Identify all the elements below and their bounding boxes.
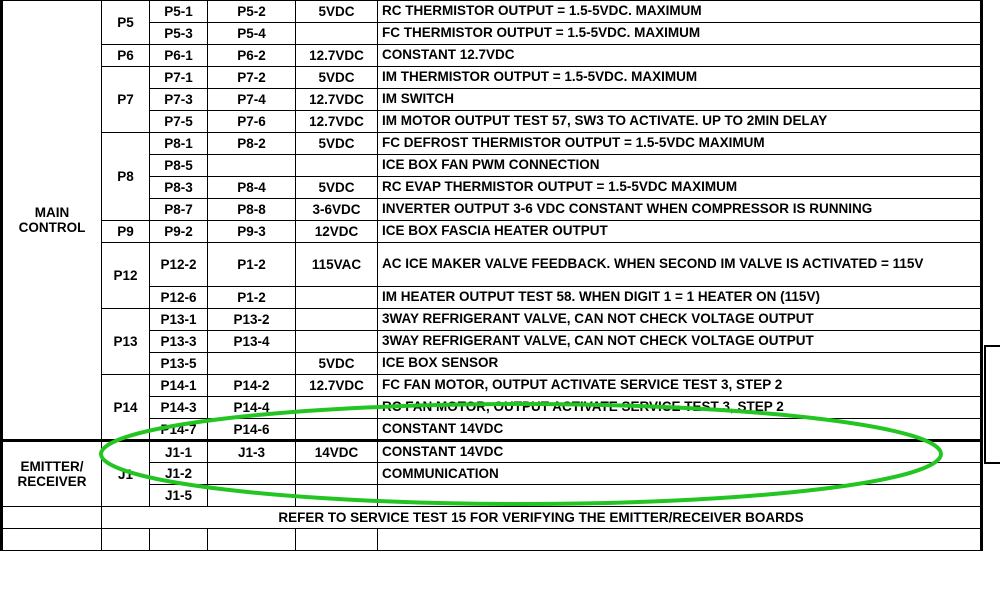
- description: INVERTER OUTPUT 3-6 VDC CONSTANT WHEN COMPRESSOR IS RUNNING: [378, 199, 982, 221]
- pin-a: P8-7: [150, 199, 208, 221]
- pin-a: P12-2: [150, 243, 208, 287]
- description: RC EVAP THERMISTOR OUTPUT = 1.5-5VDC MAXIMUM: [378, 177, 982, 199]
- table-row-footer: [2, 507, 982, 529]
- description: IM MOTOR OUTPUT TEST 57, SW3 TO ACTIVATE. UP TO 2MIN DELAY: [378, 111, 982, 133]
- connector-group: P14: [102, 375, 150, 441]
- description: CONSTANT 12.7VDC: [378, 45, 982, 67]
- voltage: 12.7VDC: [296, 111, 378, 133]
- pin-b: P1-2: [208, 243, 296, 287]
- pin-a: P7-3: [150, 89, 208, 111]
- voltage: [296, 331, 378, 353]
- voltage: [296, 397, 378, 419]
- table-row: [2, 309, 982, 331]
- pin-b: J1-3: [208, 441, 296, 463]
- table-row-partial: [2, 529, 982, 551]
- table-row: [2, 375, 982, 397]
- pin-b: P8-8: [208, 199, 296, 221]
- pin-b: P6-2: [208, 45, 296, 67]
- description: 3WAY REFRIGERANT VALVE, CAN NOT CHECK VOLTAGE OUTPUT: [378, 309, 982, 331]
- description: COMMUNICATION: [378, 463, 982, 485]
- partial-cell: [296, 529, 378, 551]
- pin-a: P8-5: [150, 155, 208, 177]
- table-row: [2, 441, 982, 463]
- table-row: [2, 133, 982, 155]
- pin-a: P5-3: [150, 23, 208, 45]
- pin-a: P7-1: [150, 67, 208, 89]
- description: IM HEATER OUTPUT TEST 58. WHEN DIGIT 1 = 1 HEATER ON (115V): [378, 287, 982, 309]
- voltage: 12.7VDC: [296, 375, 378, 397]
- pin-b: P13-2: [208, 309, 296, 331]
- description: ICE BOX SENSOR: [378, 353, 982, 375]
- connector-group: P8: [102, 133, 150, 221]
- connector-group: P7: [102, 67, 150, 133]
- pin-a: P9-2: [150, 221, 208, 243]
- connector-group: J1: [102, 441, 150, 507]
- pin-b: [208, 485, 296, 507]
- pin-b: P8-4: [208, 177, 296, 199]
- section-label-line1: MAIN: [34, 204, 70, 220]
- description: IM THERMISTOR OUTPUT = 1.5-5VDC. MAXIMUM: [378, 67, 982, 89]
- voltage: 5VDC: [296, 67, 378, 89]
- voltage: 3-6VDC: [296, 199, 378, 221]
- connector-group: P12: [102, 243, 150, 309]
- description: FC DEFROST THERMISTOR OUTPUT = 1.5-5VDC MAXIMUM: [378, 133, 982, 155]
- section-label-line2: RECEIVER: [17, 474, 87, 490]
- description: RC THERMISTOR OUTPUT = 1.5-5VDC. MAXIMUM: [378, 1, 982, 23]
- pin-a: P8-1: [150, 133, 208, 155]
- pin-a: J1-1: [150, 441, 208, 463]
- partial-cell: [2, 529, 102, 551]
- voltage: [296, 23, 378, 45]
- pin-b: P1-2: [208, 287, 296, 309]
- partial-cell: [208, 529, 296, 551]
- table-row: [2, 67, 982, 89]
- description: IM SWITCH: [378, 89, 982, 111]
- pin-b: P14-4: [208, 397, 296, 419]
- pin-b: P13-4: [208, 331, 296, 353]
- pin-b: P14-6: [208, 419, 296, 441]
- pin-a: P13-1: [150, 309, 208, 331]
- footer-note: REFER TO SERVICE TEST 15 FOR VERIFYING THE EMITTER/RECEIVER BOARDS: [102, 507, 982, 529]
- voltage: [296, 155, 378, 177]
- pin-b: P7-4: [208, 89, 296, 111]
- voltage: 115VAC: [296, 243, 378, 287]
- voltage: [296, 463, 378, 485]
- voltage: 14VDC: [296, 441, 378, 463]
- pin-b: [208, 353, 296, 375]
- voltage: 5VDC: [296, 133, 378, 155]
- pin-b: P7-6: [208, 111, 296, 133]
- pin-a: P14-3: [150, 397, 208, 419]
- voltage: 5VDC: [296, 353, 378, 375]
- side-margin-box: [984, 345, 1000, 464]
- pin-a: P13-3: [150, 331, 208, 353]
- partial-cell: [150, 529, 208, 551]
- pin-b: P5-2: [208, 1, 296, 23]
- voltage: 12.7VDC: [296, 89, 378, 111]
- pin-a: P5-1: [150, 1, 208, 23]
- pin-a: P12-6: [150, 287, 208, 309]
- description: CONSTANT 14VDC: [378, 419, 982, 441]
- description: AC ICE MAKER VALVE FEEDBACK. WHEN SECOND IM VALVE IS ACTIVATED = 115V: [378, 243, 982, 287]
- pin-a: P14-1: [150, 375, 208, 397]
- voltage: [296, 419, 378, 441]
- voltage: [296, 485, 378, 507]
- table-row: [2, 221, 982, 243]
- table-row: [2, 1, 982, 23]
- description: [378, 485, 982, 507]
- section-label-line1: EMITTER/: [20, 458, 84, 474]
- section-label-line2: CONTROL: [18, 220, 86, 236]
- description: FC FAN MOTOR, OUTPUT ACTIVATE SERVICE TEST 3, STEP 2: [378, 375, 982, 397]
- voltage: [296, 287, 378, 309]
- pin-b: P7-2: [208, 67, 296, 89]
- voltage: [296, 309, 378, 331]
- footer-spacer: [2, 507, 102, 529]
- voltage: 5VDC: [296, 177, 378, 199]
- pin-a: P13-5: [150, 353, 208, 375]
- connector-group: P6: [102, 45, 150, 67]
- description: 3WAY REFRIGERANT VALVE, CAN NOT CHECK VOLTAGE OUTPUT: [378, 331, 982, 353]
- pin-b: P8-2: [208, 133, 296, 155]
- voltage: 12.7VDC: [296, 45, 378, 67]
- pin-b: [208, 155, 296, 177]
- description: FC THERMISTOR OUTPUT = 1.5-5VDC. MAXIMUM: [378, 23, 982, 45]
- description: ICE BOX FASCIA HEATER OUTPUT: [378, 221, 982, 243]
- pin-a: P8-3: [150, 177, 208, 199]
- pin-b: P14-2: [208, 375, 296, 397]
- description: RC FAN MOTOR, OUTPUT ACTIVATE SERVICE TEST 3, STEP 2: [378, 397, 982, 419]
- pin-b: [208, 463, 296, 485]
- connector-group: P13: [102, 309, 150, 375]
- pin-a: P6-1: [150, 45, 208, 67]
- connector-group: P5: [102, 1, 150, 45]
- description: CONSTANT 14VDC: [378, 441, 982, 463]
- section-label-main-control: [2, 1, 102, 441]
- pin-b: P5-4: [208, 23, 296, 45]
- voltage: 5VDC: [296, 1, 378, 23]
- pin-a: J1-5: [150, 485, 208, 507]
- pin-b: P9-3: [208, 221, 296, 243]
- pin-a: P14-7: [150, 419, 208, 441]
- section-label-emitter-receiver: [2, 441, 102, 507]
- pin-a: P7-5: [150, 111, 208, 133]
- voltage: 12VDC: [296, 221, 378, 243]
- pin-a: J1-2: [150, 463, 208, 485]
- table-row: [2, 243, 982, 287]
- partial-cell: [378, 529, 982, 551]
- partial-cell: [102, 529, 150, 551]
- table-row: [2, 45, 982, 67]
- description: ICE BOX FAN PWM CONNECTION: [378, 155, 982, 177]
- connector-group: P9: [102, 221, 150, 243]
